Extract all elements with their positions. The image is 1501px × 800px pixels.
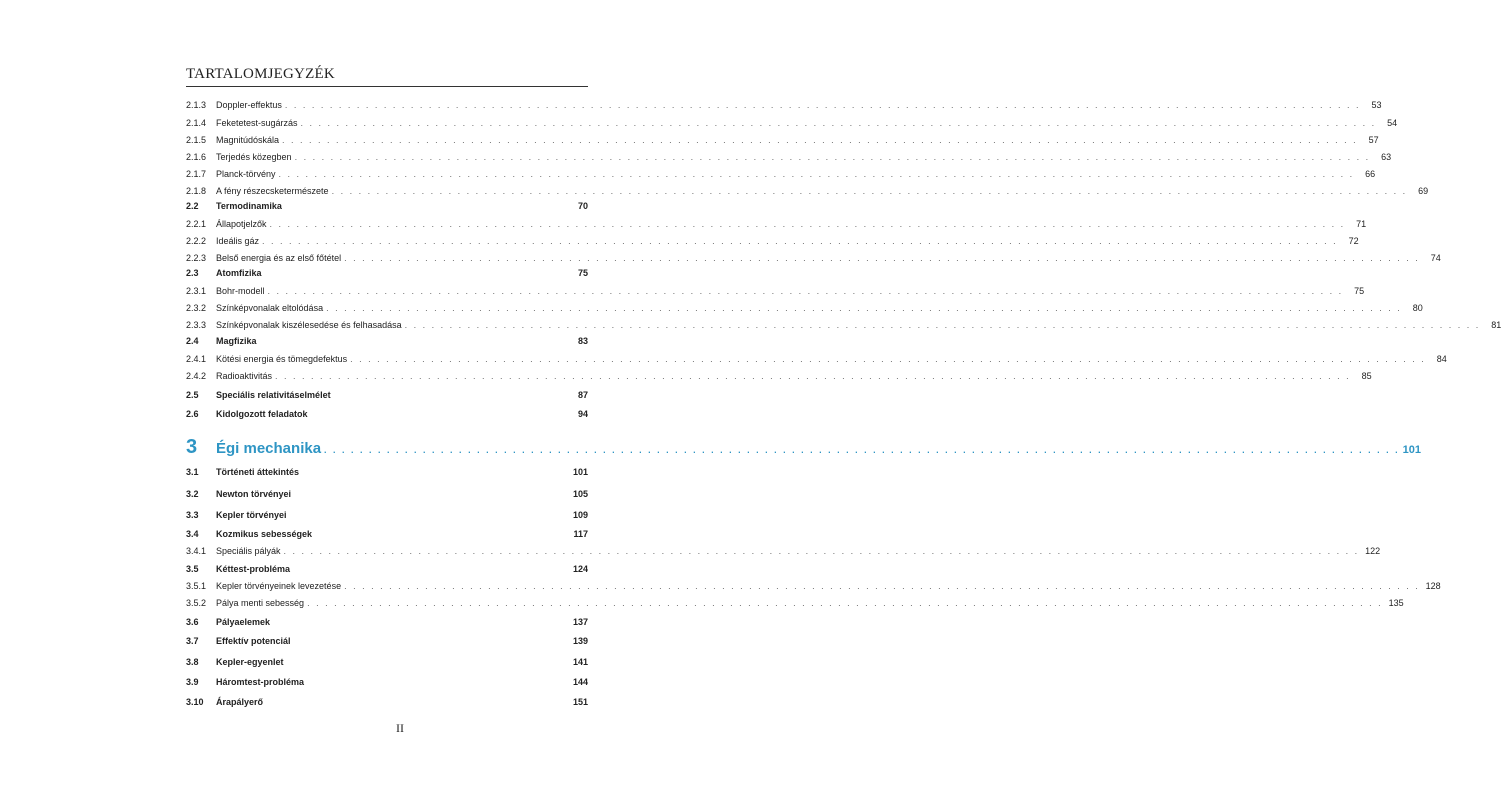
toc-entry-title: Effektív potenciál bbox=[216, 636, 291, 646]
toc-entry-number: 2.3.1 bbox=[186, 286, 207, 296]
toc-entry-number: 3.4.1 bbox=[186, 546, 207, 556]
toc-entry bbox=[186, 116, 1398, 130]
toc-entry-number: 2.1.7 bbox=[186, 169, 207, 179]
toc-entry-page: 81 bbox=[1491, 320, 1501, 330]
toc-entry-number: 2.3.3 bbox=[186, 320, 207, 330]
leader-dots: . . . . . . . . . . . . . . . . . . . . . . . . . . . . . . . . . . . . . . . . . . . . . . . . . . . . . . . . . . . . . . . . . . . . . . . . . . . . . . . . . . . . . . . . . . . . . . . . . . . . . . . . . . . . . . . . . . . . . . . . bbox=[283, 546, 1360, 556]
toc-entry-page: 139 bbox=[572, 636, 588, 646]
toc-entry bbox=[186, 407, 588, 421]
toc-entry-title: Színképvonalak eltolódása bbox=[216, 303, 324, 313]
toc-entry-number: 2.1.6 bbox=[186, 152, 207, 162]
page-header-title: TARTALOMJEGYZÉK bbox=[186, 66, 335, 82]
toc-entry-page: 54 bbox=[1387, 118, 1398, 128]
toc-entry-page: 75 bbox=[1354, 286, 1365, 296]
toc-entry-page: 87 bbox=[577, 390, 588, 400]
toc-entry-title: Kozmikus sebességek bbox=[216, 529, 313, 539]
leader-dots: . . . . . . . . . . . . . . . . . . . . . . . . . . . . . . . . . . . . . . . . . . . . . . . . . . . . . . . . . . . . . . . . . . . . . . . . . . . . . . . . . . . . . . . . . . . . . . . . . . . . . . . . . . . . . . . . . . . . . . . . bbox=[344, 581, 1420, 591]
leader-dots: . . . . . . . . . . . . . . . . . . . . . . . . . . . . . . . . . . . . . . . . . . . . . . . . . . . . . . . . . . . . . . . . . . . . . . . . . . . . . . . . . . . . . . . . . . . . . . . . . . . . . . . . . . . . . . . . . . . . . . . . bbox=[331, 186, 1408, 196]
toc-entry bbox=[186, 251, 1441, 265]
toc-entry-number: 3.5 bbox=[186, 564, 199, 574]
toc-entry bbox=[186, 655, 588, 669]
toc-entry-page: 101 bbox=[572, 467, 588, 477]
toc-entry bbox=[186, 675, 588, 689]
toc-entry-title: Állapotjelzők bbox=[216, 219, 267, 229]
leader-dots: . . . . . . . . . . . . . . . . . . . . . . . . . . . . . . . . . . . . . . . . . . . . . . . . . . . . . . . . . . . . . . . . . . . . . . . . . . . . . . . . . . . . . . . . . . . . . . . . . . . . . . . . . . . . . . . . . . . . . . . . bbox=[324, 445, 1400, 455]
toc-entry-title: Belső energia és az első főtétel bbox=[216, 253, 342, 263]
toc-entry-page: 85 bbox=[1361, 371, 1372, 381]
toc-entry-title: Ideális gáz bbox=[216, 236, 260, 246]
toc-entry bbox=[186, 615, 588, 629]
toc-entry bbox=[186, 98, 1382, 112]
toc-entry-number: 3.1 bbox=[186, 467, 199, 477]
toc-entry bbox=[186, 544, 1381, 558]
toc-entry-page: 128 bbox=[1425, 581, 1441, 591]
toc-entry bbox=[186, 301, 1423, 315]
toc-entry bbox=[186, 434, 1422, 460]
toc-entry-page: 151 bbox=[572, 697, 588, 707]
toc-entry bbox=[186, 695, 588, 709]
toc-entry-title: Feketetest-sugárzás bbox=[216, 118, 298, 128]
toc-entry-number: 3.4 bbox=[186, 529, 199, 539]
toc-entry-title: Speciális relativitáselmélet bbox=[216, 390, 331, 400]
toc-entry-number: 2.2.1 bbox=[186, 219, 207, 229]
toc-entry-title: A fény részecsketermészete bbox=[216, 186, 329, 196]
leader-dots: . . . . . . . . . . . . . . . . . . . . . . . . . . . . . . . . . . . . . . . . . . . . . . . . . . . . . . . . . . . . . . . . . . . . . . . . . . . . . . . . . . . . . . . . . . . . . . . . . . . . . . . . . . . . . . . . . . . . . . . . bbox=[326, 303, 1402, 313]
toc-entry bbox=[186, 234, 1359, 248]
toc-entry-title: Kepler-egyenlet bbox=[216, 657, 284, 667]
toc-entry bbox=[186, 150, 1392, 164]
toc-entry-number: 3.2 bbox=[186, 489, 199, 499]
toc-entry-page: 109 bbox=[572, 510, 588, 520]
toc-entry-page: 70 bbox=[577, 201, 588, 211]
leader-dots: . . . . . . . . . . . . . . . . . . . . . . . . . . . . . . . . . . . . . . . . . . . . . . . . . . . . . . . . . . . . . . . . . . . . . . . . . . . . . . . . . . . . . . . . . . . . . . . . . . . . . . . . . . . . . . . . . . . . . . . . bbox=[278, 169, 1355, 179]
toc-entry-page: 94 bbox=[577, 409, 588, 419]
toc-entry-number: 2.3 bbox=[186, 268, 199, 278]
toc-entry-title: Égi mechanika bbox=[216, 440, 322, 457]
toc-entry-title: Történeti áttekintés bbox=[216, 467, 300, 477]
toc-entry-number: 2.6 bbox=[186, 409, 199, 419]
leader-dots: . . . . . . . . . . . . . . . . . . . . . . . . . . . . . . . . . . . . . . . . . . . . . . . . . . . . . . . . . . . . . . . . . . . . . . . . . . . . . . . . . . . . . . . . . . . . . . . . . . . . . . . . . . . . . . . . . . . . . . . . bbox=[344, 253, 1420, 263]
toc-entry-page: 122 bbox=[1365, 546, 1381, 556]
toc-entry bbox=[186, 334, 588, 348]
leader-dots: . . . . . . . . . . . . . . . . . . . . . . . . . . . . . . . . . . . . . . . . . . . . . . . . . . . . . . . . . . . . . . . . . . . . . . . . . . . . . . . . . . . . . . . . . . . . . . . . . . . . . . . . . . . . . . . . . . . . . . . . bbox=[350, 354, 1426, 364]
toc-entry-number: 3.9 bbox=[186, 677, 199, 687]
toc-entry-page: 53 bbox=[1371, 100, 1382, 110]
toc-entry-page: 57 bbox=[1368, 135, 1379, 145]
toc-entry-title: Háromtest-probléma bbox=[216, 677, 305, 687]
toc-entry-page: 105 bbox=[572, 489, 588, 499]
toc-entry bbox=[186, 369, 1372, 383]
leader-dots: . . . . . . . . . . . . . . . . . . . . . . . . . . . . . . . . . . . . . . . . . . . . . . . . . . . . . . . . . . . . . . . . . . . . . . . . . . . . . . . . . . . . . . . . . . . . . . . . . . . . . . . . . . . . . . . . . . . . . . . . bbox=[267, 286, 1344, 296]
toc-entry-title: Árapályerő bbox=[216, 697, 264, 707]
toc-entry bbox=[186, 562, 588, 576]
toc-entry-page: 75 bbox=[577, 268, 588, 278]
toc-entry-number: 3.8 bbox=[186, 657, 199, 667]
toc-entry bbox=[186, 465, 588, 479]
toc-entry-number: 3.6 bbox=[186, 617, 199, 627]
toc-entry-title: Atomfizika bbox=[216, 268, 262, 278]
toc-entry-number: 2.4.2 bbox=[186, 371, 207, 381]
toc-entry-number: 2.1.4 bbox=[186, 118, 207, 128]
toc-entry-page: 66 bbox=[1365, 169, 1376, 179]
toc-entry-number: 2.4 bbox=[186, 336, 199, 346]
leader-dots: . . . . . . . . . . . . . . . . . . . . . . . . . . . . . . . . . . . . . . . . . . . . . . . . . . . . . . . . . . . . . . . . . . . . . . . . . . . . . . . . . . . . . . . . . . . . . . . . . . . . . . . . . . . . . . . . . . . . . . . . bbox=[262, 236, 1338, 246]
toc-entry-title: Kidolgozott feladatok bbox=[216, 409, 308, 419]
toc-entry-page: 72 bbox=[1348, 236, 1359, 246]
toc-entry bbox=[186, 352, 1447, 366]
toc-entry-number: 2.2.2 bbox=[186, 236, 207, 246]
leader-dots: . . . . . . . . . . . . . . . . . . . . . . . . . . . . . . . . . . . . . . . . . . . . . . . . . . . . . . . . . . . . . . . . . . . . . . . . . . . . . . . . . . . . . . . . . . . . . . . . . . . . . . . . . . . . . . . . . . . . . . . . bbox=[294, 152, 1371, 162]
toc-entry-title: Kötési energia és tömegdefektus bbox=[216, 354, 348, 364]
toc-entry-number: 2.3.2 bbox=[186, 303, 207, 313]
toc-entry-title: Newton törvényei bbox=[216, 489, 292, 499]
leader-dots: . . . . . . . . . . . . . . . . . . . . . . . . . . . . . . . . . . . . . . . . . . . . . . . . . . . . . . . . . . . . . . . . . . . . . . . . . . . . . . . . . . . . . . . . . . . . . . . . . . . . . . . . . . . . . . . . . . . . . . . . bbox=[404, 320, 1481, 330]
toc-entry bbox=[186, 217, 1367, 231]
toc-entry-title: Pályaelemek bbox=[216, 617, 271, 627]
toc-entry bbox=[186, 634, 588, 648]
leader-dots: . . . . . . . . . . . . . . . . . . . . . . . . . . . . . . . . . . . . . . . . . . . . . . . . . . . . . . . . . . . . . . . . . . . . . . . . . . . . . . . . . . . . . . . . . . . . . . . . . . . . . . . . . . . . . . . . . . . . . . . . bbox=[300, 118, 1377, 128]
toc-entry bbox=[186, 596, 1404, 610]
toc-entry-title: Terjedés közegben bbox=[216, 152, 292, 162]
leader-dots: . . . . . . . . . . . . . . . . . . . . . . . . . . . . . . . . . . . . . . . . . . . . . . . . . . . . . . . . . . . . . . . . . . . . . . . . . . . . . . . . . . . . . . . . . . . . . . . . . . . . . . . . . . . . . . . . . . . . . . . . bbox=[307, 598, 1383, 608]
leader-dots: . . . . . . . . . . . . . . . . . . . . . . . . . . . . . . . . . . . . . . . . . . . . . . . . . . . . . . . . . . . . . . . . . . . . . . . . . . . . . . . . . . . . . . . . . . . . . . . . . . . . . . . . . . . . . . . . . . . . . . . . bbox=[269, 219, 1346, 229]
toc-entry-title: Magfizika bbox=[216, 336, 257, 346]
toc-entry bbox=[186, 318, 1501, 332]
toc-entry-page: 141 bbox=[572, 657, 588, 667]
toc-entry-number: 2.1.3 bbox=[186, 100, 207, 110]
toc-entry-page: 135 bbox=[1388, 598, 1404, 608]
toc-entry-number: 3 bbox=[186, 436, 198, 458]
toc-entry-number: 2.5 bbox=[186, 390, 199, 400]
toc-entry-page: 84 bbox=[1436, 354, 1447, 364]
toc-entry-title: Kepler törvényei bbox=[216, 510, 287, 520]
toc-entry-page: 124 bbox=[572, 564, 588, 574]
leader-dots: . . . . . . . . . . . . . . . . . . . . . . . . . . . . . . . . . . . . . . . . . . . . . . . . . . . . . . . . . . . . . . . . . . . . . . . . . . . . . . . . . . . . . . . . . . . . . . . . . . . . . . . . . . . . . . . . . . . . . . . . bbox=[284, 100, 1361, 110]
toc-entry-page: 63 bbox=[1381, 152, 1392, 162]
toc-entry bbox=[186, 184, 1429, 198]
leader-dots: . . . . . . . . . . . . . . . . . . . . . . . . . . . . . . . . . . . . . . . . . . . . . . . . . . . . . . . . . . . . . . . . . . . . . . . . . . . . . . . . . . . . . . . . . . . . . . . . . . . . . . . . . . . . . . . . . . . . . . . . bbox=[275, 371, 1351, 381]
toc-entry bbox=[186, 199, 588, 213]
toc-entry-title: Planck-törvény bbox=[216, 169, 276, 179]
toc-entry-number: 2.4.1 bbox=[186, 354, 207, 364]
toc-entry bbox=[186, 487, 588, 501]
toc-entry-number: 2.1.8 bbox=[186, 186, 207, 196]
toc-entry bbox=[186, 508, 588, 522]
toc-entry-page: 144 bbox=[572, 677, 588, 687]
toc-entry-page: 83 bbox=[577, 336, 588, 346]
toc-entry-title: Kepler törvényeinek levezetése bbox=[216, 581, 342, 591]
toc-entry-number: 3.5.2 bbox=[186, 598, 207, 608]
toc-entry-page: 69 bbox=[1418, 186, 1429, 196]
toc-entry-number: 2.2.3 bbox=[186, 253, 207, 263]
toc-entry-title: Színképvonalak kiszélesedése és felhasadása bbox=[216, 320, 402, 330]
toc-entry bbox=[186, 527, 588, 541]
toc-entry-number: 2.1.5 bbox=[186, 135, 207, 145]
leader-dots: . . . . . . . . . . . . . . . . . . . . . . . . . . . . . . . . . . . . . . . . . . . . . . . . . . . . . . . . . . . . . . . . . . . . . . . . . . . . . . . . . . . . . . . . . . . . . . . . . . . . . . . . . . . . . . . . . . . . . . . . bbox=[282, 135, 1358, 145]
toc-entry-title: Speciális pályák bbox=[216, 546, 281, 556]
toc-entry-number: 3.3 bbox=[186, 510, 199, 520]
toc-entry-page: 137 bbox=[572, 617, 588, 627]
toc-entry bbox=[186, 284, 1365, 298]
toc-entry bbox=[186, 167, 1376, 181]
toc-entry-number: 3.10 bbox=[186, 697, 204, 707]
toc-entry-page: 117 bbox=[573, 529, 588, 539]
toc-entry-title: Doppler-effektus bbox=[216, 100, 282, 110]
toc-entry-title: Termodinamika bbox=[216, 201, 282, 211]
page-number: II bbox=[396, 721, 404, 735]
toc-entry-page: 71 bbox=[1356, 219, 1367, 229]
toc-entry-number: 3.5.1 bbox=[186, 581, 207, 591]
toc-entry-page: 101 bbox=[1402, 444, 1422, 456]
toc-entry bbox=[186, 266, 588, 280]
toc-entry-title: Kéttest-probléma bbox=[216, 564, 291, 574]
toc-entry-page: 74 bbox=[1430, 253, 1441, 263]
toc-entry-page: 80 bbox=[1412, 303, 1423, 313]
toc-entry bbox=[186, 388, 588, 402]
toc-entry-title: Bohr-modell bbox=[216, 286, 265, 296]
toc-entry-number: 2.2 bbox=[186, 201, 199, 211]
toc-entry-title: Magnitúdóskála bbox=[216, 135, 280, 145]
toc-entry-title: Radioaktivitás bbox=[216, 371, 273, 381]
toc-entry bbox=[186, 133, 1379, 147]
toc-entry bbox=[186, 579, 1441, 593]
toc-entry-number: 3.7 bbox=[186, 636, 199, 646]
toc-entry-title: Pálya menti sebesség bbox=[216, 598, 305, 608]
